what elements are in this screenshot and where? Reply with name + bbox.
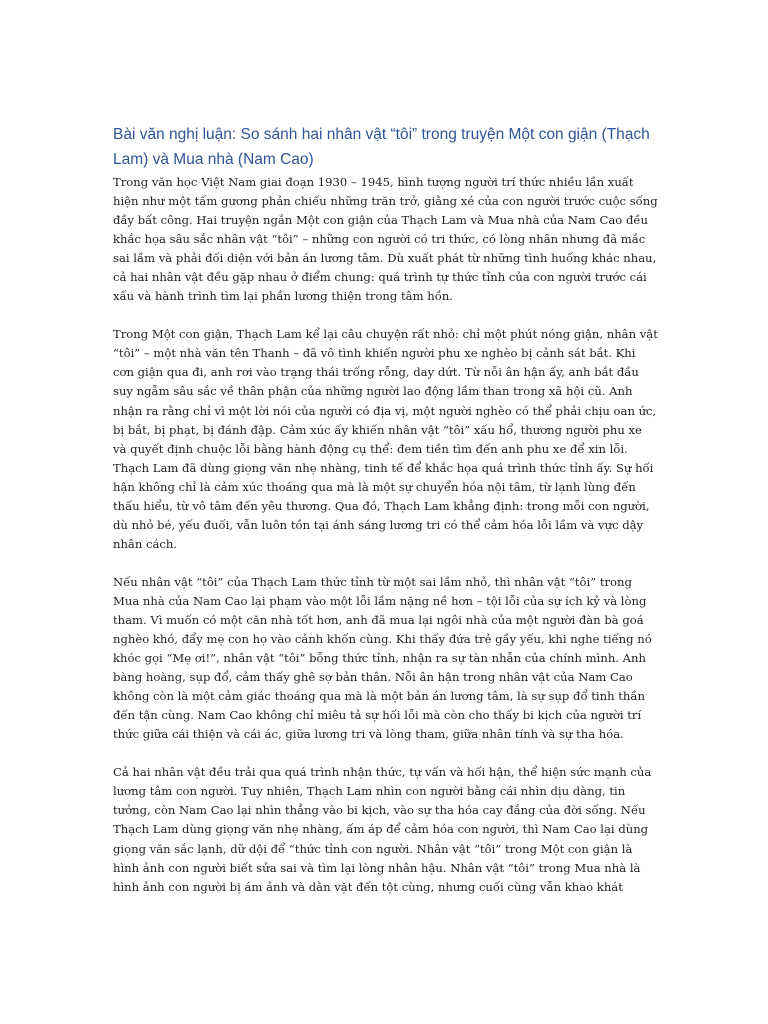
paragraph-mua-nha: Nếu nhân vật “tôi” của Thạch Lam thức tỉnh từ một sai lầm nhỏ, thì nhân vật “tôi” trong Mua nhà của Nam Cao lại phạm vào một lỗi lầm nặng nề hơn – tội lỗi của sự ích kỷ và lòng tham. Vì muốn có một căn nhà tốt hơn, anh đã mua lại ngôi nhà của một người đàn bà goá nghèo khó, đẩy mẹ con họ vào cảnh khốn cùng. Khi thấy đứa trẻ gầy yếu, khi nghe tiếng nó khóc gọi “Mẹ ơi!”, nhân vật “tôi” bỗng thức tỉnh, nhận ra sự tàn nhẫn của chính mình. Anh bàng hoàng, sụp đổ, cảm thấy ghê sợ bản thân. Nỗi ân hận trong nhân vật của Nam Cao không còn là một cảm giác thoáng qua mà là một bản án lương tâm, là sự sụp đổ tinh thần đến tận cùng. Nam Cao không chỉ miêu tả sự hối lỗi mà còn cho thấy bi kịch của người trí thức giữa cái thiện và cái ác, giữa lương tri và lòng tham, giữa nhân tính và sự tha hóa. <box>113 574 652 742</box>
document-page <box>113 122 658 916</box>
document-title: Bài văn nghị luận: So sánh hai nhân vật “tôi” trong truyện Một con giận (Thạch Lam) và Mua nhà (Nam Cao) <box>113 126 650 168</box>
paragraph-comparison: Cả hai nhân vật đều trải qua quá trình nhận thức, tự vấn và hối hận, thể hiện sức mạnh của lương tâm con người. Tuy nhiên, Thạch Lam nhìn con người bằng cái nhìn dịu dàng, tin tưởng, còn Nam Cao lại nhìn thẳng vào bi kịch, vào sự tha hóa cay đắng của đời sống. Nếu Thạch Lam dùng giọng văn nhẹ nhàng, ấm áp để cảm hóa con người, thì Nam Cao lại dùng giọng văn sắc lạnh, dữ dội để “thức tỉnh con người. Nhân vật “tôi” trong Một con giận là hình ảnh con người biết sửa sai và tìm lại lòng nhân hậu. Nhân vật “tôi” trong Mua nhà là hình ảnh con người bị ám ảnh và dằn vặt đến tột cùng, nhưng cuối cùng vẫn khao khát <box>113 765 652 894</box>
paragraph-mot-con-gian: Trong Một con giận, Thạch Lam kể lại câu chuyện rất nhỏ: chỉ một phút nóng giận, nhân vật “tôi” – một nhà văn tên Thanh – đã vô tình khiến người phu xe nghèo bị cảnh sát bắt. Khi cơn giận qua đi, anh rơi vào trạng thái trống rỗng, day dứt. Từ nỗi ân hận ấy, anh bắt đầu suy ngẫm sâu sắc về thân phận của những người lao động lầm than trong xã hội cũ. Anh nhận ra rằng chỉ vì một lời nói của người có địa vị, một người nghèo có thể phải chịu oan ức, bị bắt, bị phạt, bị đánh đập. Cảm xúc ấy khiến nhân vật “tôi” xấu hổ, thương người phu xe và quyết định chuộc lỗi bằng hành động cụ thể: đem tiền tìm đến anh phu xe để xin lỗi. Thạch Lam đã dùng giọng văn nhẹ nhàng, tinh tế để khắc họa quá trình thức tỉnh ấy. Sự hối hận không chỉ là cảm xúc thoáng qua mà là một sự chuyển hóa nội tâm, từ lạnh lùng đến thấu hiểu, từ vô tâm đến yêu thương. Qua đó, Thạch Lam khẳng định: trong mỗi con người, dù nhỏ bé, yếu đuối, vẫn luôn tồn tại ánh sáng lương tri có thể cảm hóa lỗi lầm và vực dậy nhân cách. <box>113 327 658 551</box>
paragraph-intro: Trong văn học Việt Nam giai đoạn 1930 – 1945, hình tượng người trí thức nhiều lần xuất hiện như một tấm gương phản chiếu những trăn trở, giằng xé của con người trước cuộc sống đầy bất công. Hai truyện ngắn Một con giận của Thạch Lam và Mua nhà của Nam Cao đều khắc họa sâu sắc nhân vật “tôi” – những con người có tri thức, có lòng nhân nhưng đã mắc sai lầm và phải đối diện với bản án lương tâm. Dù xuất phát từ những tình huống khác nhau, cả hai nhân vật đều gặp nhau ở điểm chung: quá trình tự thức tỉnh của con người trước cái xấu và hành trình tìm lại phần lương thiện trong tâm hồn. <box>113 175 658 304</box>
